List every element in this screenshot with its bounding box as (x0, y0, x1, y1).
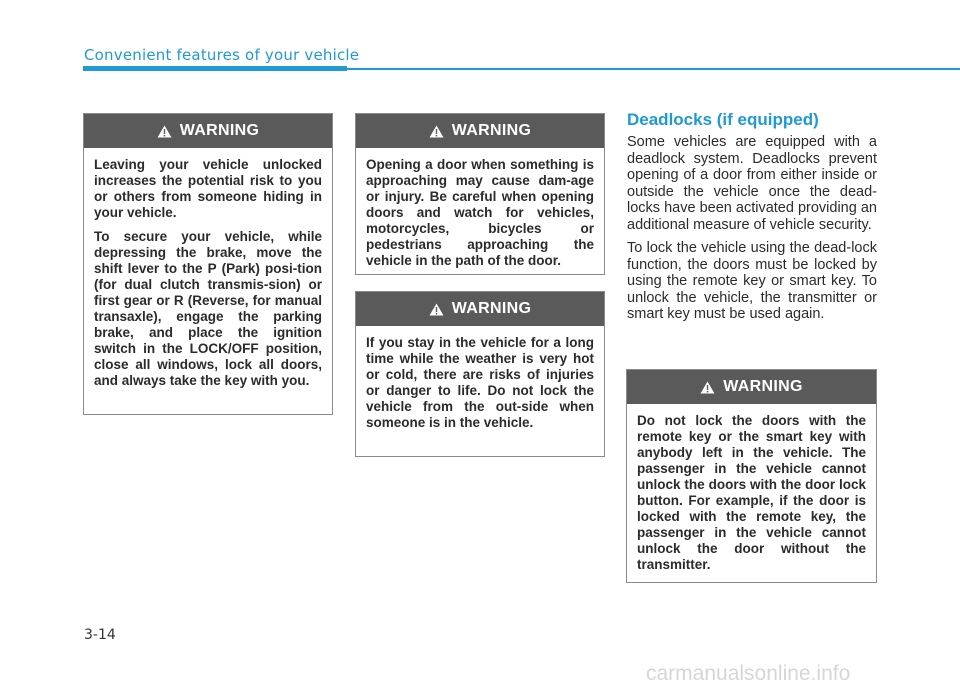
warning-paragraph: Leaving your vehicle unlocked increases the potential risk to you or others from someone hiding in your vehicle. (94, 157, 322, 220)
section-title: Deadlocks (if equipped) (627, 110, 819, 129)
warning-body (356, 326, 604, 439)
warning-label: WARNING (723, 378, 803, 395)
warning-paragraph: If you stay in the vehicle for a long time while the weather is very hot or cold, there are risks of injuries or danger to life. Do not lock the vehicle from the out-side when someone is in the vehicle. (366, 335, 594, 430)
warning-header (627, 370, 876, 404)
warning-label: WARNING (451, 122, 532, 139)
warning-header (356, 114, 604, 148)
warning-paragraph: Opening a door when something is approaching may cause dam-age or injury. Be careful when opening doors and watch for vehicles, motorcycles, bicycles or pedestrians approaching the vehicle in the path of the door. (366, 157, 594, 268)
warning-body (356, 148, 604, 277)
page-header (0, 0, 960, 75)
warning-box-door-opening (355, 113, 605, 275)
page-number: 3-14 (84, 627, 116, 643)
warning-label: WARNING (179, 122, 260, 139)
warning-label: WARNING (451, 300, 532, 317)
warning-paragraph: Do not lock the doors with the remote key or the smart key with anybody left in the vehicle. The passenger in the vehicle cannot unlock the doors with the door lock button. For example, if the door is locked with the remote key, the passenger in the vehicle cannot unlock the door without the transmitter. (637, 413, 866, 572)
section-body (627, 134, 877, 330)
warning-header (356, 292, 604, 326)
warning-box-unlocked (83, 113, 333, 415)
warning-box-weather (355, 291, 605, 457)
warning-triangle-icon (157, 125, 172, 138)
body-paragraph: Some vehicles are equipped with a deadlock system. Deadlocks prevent opening of a door from either inside or outside the vehicle once the dead-locks have been activated providing an additional measure of vehicle security. (627, 134, 877, 233)
warning-paragraph: To secure your vehicle, while depressing the brake, move the shift lever to the P (Park) posi-tion (for dual clutch transmis-sion) or first gear or R (Reverse, for manual transaxle), engage the parking brake, and place the ignition switch in the LOCK/OFF position, close all windows, lock all doors, and always take the key with you. (94, 229, 322, 388)
header-title: Convenient features of your vehicle (84, 46, 360, 64)
header-rule (347, 68, 960, 70)
warning-body (84, 148, 332, 397)
warning-triangle-icon (700, 381, 715, 394)
warning-body (627, 404, 876, 581)
warning-box-deadlock (626, 369, 877, 583)
header-accent-bar (83, 66, 347, 71)
warning-header (84, 114, 332, 148)
warning-triangle-icon (429, 125, 444, 138)
watermark: carmanualsonline.info (646, 662, 851, 685)
body-paragraph: To lock the vehicle using the dead-lock function, the doors must be locked by using the remote key or smart key. To unlock the vehicle, the transmitter or smart key must be used again. (627, 240, 877, 322)
warning-triangle-icon (429, 303, 444, 316)
